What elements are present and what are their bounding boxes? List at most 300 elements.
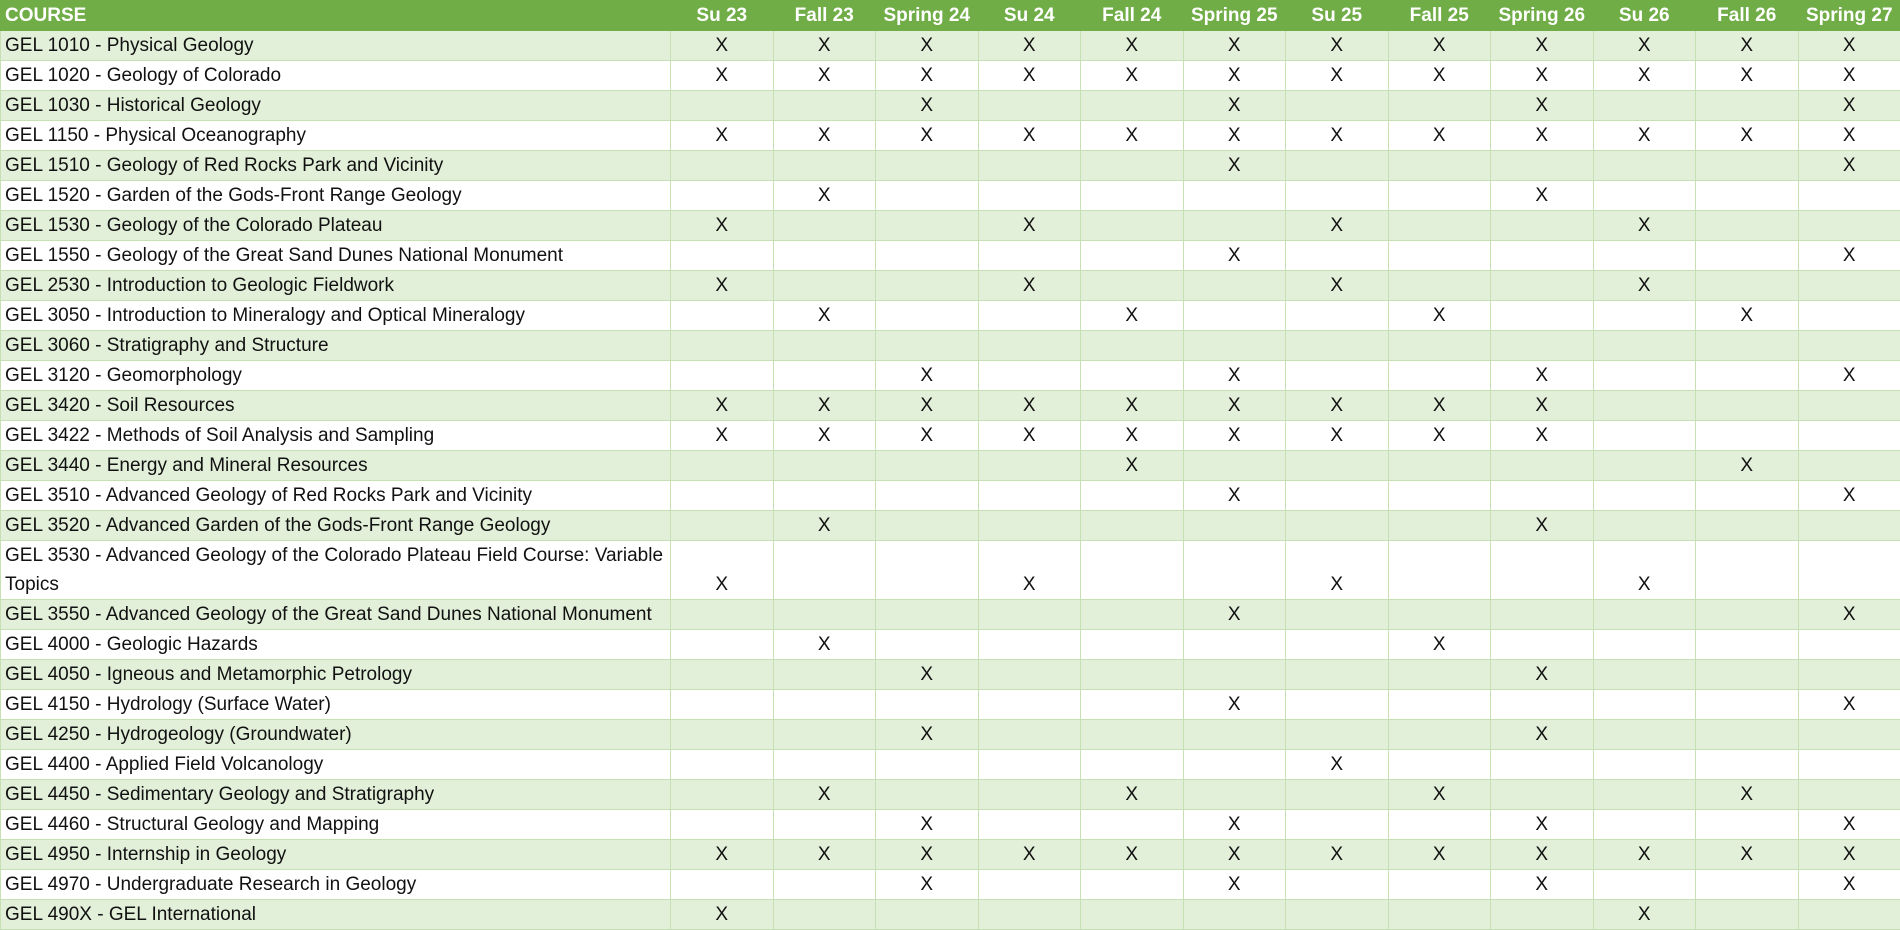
offering-cell[interactable] [876,241,979,271]
offering-cell[interactable]: X [1183,690,1286,720]
offering-cell[interactable] [773,810,876,840]
offering-cell[interactable]: X [1593,121,1696,151]
course-cell[interactable]: GEL 4970 - Undergraduate Research in Geology [1,870,671,900]
offering-cell[interactable] [1286,660,1389,690]
offering-cell[interactable]: X [978,391,1081,421]
offering-cell[interactable] [773,211,876,241]
offering-cell[interactable] [1286,690,1389,720]
offering-cell[interactable] [1388,870,1491,900]
offering-cell[interactable] [876,511,979,541]
offering-cell[interactable]: X [1798,241,1900,271]
offering-cell[interactable]: X [876,91,979,121]
offering-cell[interactable] [671,481,774,511]
course-cell[interactable]: GEL 4400 - Applied Field Volcanology [1,750,671,780]
offering-cell[interactable] [1286,630,1389,660]
offering-cell[interactable] [671,151,774,181]
offering-cell[interactable] [1593,780,1696,810]
course-cell[interactable]: GEL 4000 - Geologic Hazards [1,630,671,660]
offering-cell[interactable] [1388,361,1491,391]
offering-cell[interactable] [773,900,876,930]
offering-cell[interactable]: X [876,361,979,391]
offering-cell[interactable]: X [671,840,774,870]
offering-cell[interactable]: X [773,181,876,211]
offering-cell[interactable] [1593,660,1696,690]
offering-cell[interactable]: X [1696,780,1799,810]
offering-cell[interactable] [1081,91,1184,121]
course-cell[interactable]: GEL 3510 - Advanced Geology of Red Rocks Park and Vicinity [1,481,671,511]
offering-cell[interactable] [1081,271,1184,301]
column-header-term[interactable]: Fall 26 [1696,1,1799,31]
offering-cell[interactable] [978,481,1081,511]
offering-cell[interactable]: X [1286,31,1389,61]
offering-cell[interactable] [773,541,876,600]
offering-cell[interactable] [1696,481,1799,511]
offering-cell[interactable] [1593,151,1696,181]
column-header-course[interactable]: COURSE [1,1,671,31]
offering-cell[interactable] [876,630,979,660]
offering-cell[interactable] [773,750,876,780]
offering-cell[interactable] [1388,91,1491,121]
offering-cell[interactable] [773,660,876,690]
offering-cell[interactable] [1388,541,1491,600]
offering-cell[interactable] [1081,541,1184,600]
offering-cell[interactable] [1491,301,1594,331]
offering-cell[interactable]: X [1286,61,1389,91]
column-header-term[interactable]: Spring 25 [1183,1,1286,31]
offering-cell[interactable]: X [1081,451,1184,481]
column-header-term[interactable]: Su 24 [978,1,1081,31]
offering-cell[interactable]: X [876,61,979,91]
offering-cell[interactable]: X [876,720,979,750]
course-cell[interactable]: GEL 3550 - Advanced Geology of the Great Sand Dunes National Monument [1,600,671,630]
offering-cell[interactable] [1491,600,1594,630]
offering-cell[interactable]: X [1798,810,1900,840]
offering-cell[interactable] [978,600,1081,630]
offering-cell[interactable] [1696,720,1799,750]
offering-cell[interactable]: X [876,121,979,151]
offering-cell[interactable]: X [671,61,774,91]
offering-cell[interactable]: X [1286,271,1389,301]
offering-cell[interactable] [876,600,979,630]
offering-cell[interactable] [1696,151,1799,181]
offering-cell[interactable] [876,331,979,361]
offering-cell[interactable] [978,630,1081,660]
offering-cell[interactable] [1388,900,1491,930]
offering-cell[interactable]: X [1183,481,1286,511]
offering-cell[interactable] [876,900,979,930]
offering-cell[interactable] [1286,780,1389,810]
offering-cell[interactable] [1183,660,1286,690]
offering-cell[interactable] [1081,361,1184,391]
offering-cell[interactable] [978,720,1081,750]
course-cell[interactable]: GEL 4250 - Hydrogeology (Groundwater) [1,720,671,750]
column-header-term[interactable]: Su 23 [671,1,774,31]
offering-cell[interactable]: X [1798,690,1900,720]
course-cell[interactable]: GEL 4050 - Igneous and Metamorphic Petrology [1,660,671,690]
offering-cell[interactable] [978,870,1081,900]
offering-cell[interactable] [1081,181,1184,211]
offering-cell[interactable] [978,660,1081,690]
offering-cell[interactable]: X [1491,810,1594,840]
offering-cell[interactable] [1081,241,1184,271]
offering-cell[interactable] [1593,451,1696,481]
offering-cell[interactable]: X [1183,151,1286,181]
course-cell[interactable]: GEL 1510 - Geology of Red Rocks Park and Vicinity [1,151,671,181]
offering-cell[interactable]: X [773,301,876,331]
offering-cell[interactable] [1696,241,1799,271]
offering-cell[interactable]: X [773,421,876,451]
offering-cell[interactable]: X [1798,870,1900,900]
offering-cell[interactable] [1491,750,1594,780]
offering-cell[interactable]: X [1081,121,1184,151]
offering-cell[interactable] [1696,331,1799,361]
offering-cell[interactable] [671,630,774,660]
offering-cell[interactable] [1798,451,1900,481]
offering-cell[interactable]: X [773,840,876,870]
offering-cell[interactable]: X [1286,750,1389,780]
offering-cell[interactable] [1183,720,1286,750]
offering-cell[interactable] [978,690,1081,720]
offering-cell[interactable]: X [1798,61,1900,91]
offering-cell[interactable]: X [773,391,876,421]
offering-cell[interactable] [1286,481,1389,511]
offering-cell[interactable] [1183,451,1286,481]
column-header-term[interactable]: Fall 25 [1388,1,1491,31]
offering-cell[interactable]: X [1081,391,1184,421]
course-cell[interactable]: GEL 1530 - Geology of the Colorado Plateau [1,211,671,241]
offering-cell[interactable] [978,181,1081,211]
offering-cell[interactable]: X [1491,870,1594,900]
offering-cell[interactable] [1491,690,1594,720]
offering-cell[interactable] [1696,361,1799,391]
offering-cell[interactable] [1593,91,1696,121]
offering-cell[interactable] [978,750,1081,780]
offering-cell[interactable]: X [1183,61,1286,91]
course-cell[interactable]: GEL 4460 - Structural Geology and Mapping [1,810,671,840]
course-cell[interactable]: GEL 3420 - Soil Resources [1,391,671,421]
offering-cell[interactable] [978,780,1081,810]
offering-cell[interactable] [1798,660,1900,690]
course-cell[interactable]: GEL 1520 - Garden of the Gods-Front Range Geology [1,181,671,211]
offering-cell[interactable]: X [1798,151,1900,181]
offering-cell[interactable] [1286,870,1389,900]
offering-cell[interactable] [1593,720,1696,750]
offering-cell[interactable]: X [1183,91,1286,121]
offering-cell[interactable] [1388,660,1491,690]
offering-cell[interactable]: X [1286,541,1389,600]
offering-cell[interactable] [773,600,876,630]
offering-cell[interactable] [773,451,876,481]
offering-cell[interactable] [876,301,979,331]
offering-cell[interactable] [1388,750,1491,780]
offering-cell[interactable] [1593,241,1696,271]
course-cell[interactable]: GEL 4450 - Sedimentary Geology and Stratigraphy [1,780,671,810]
offering-cell[interactable]: X [1183,421,1286,451]
offering-cell[interactable] [1593,391,1696,421]
offering-cell[interactable] [1286,720,1389,750]
offering-cell[interactable] [1081,481,1184,511]
offering-cell[interactable] [1388,331,1491,361]
course-cell[interactable]: GEL 3422 - Methods of Soil Analysis and Sampling [1,421,671,451]
offering-cell[interactable] [1798,391,1900,421]
offering-cell[interactable]: X [1593,840,1696,870]
offering-cell[interactable] [773,690,876,720]
offering-cell[interactable] [1183,181,1286,211]
offering-cell[interactable] [1593,870,1696,900]
offering-cell[interactable] [1081,331,1184,361]
offering-cell[interactable] [1696,271,1799,301]
offering-cell[interactable]: X [1491,91,1594,121]
offering-cell[interactable] [1593,181,1696,211]
offering-cell[interactable] [876,271,979,301]
offering-cell[interactable] [671,331,774,361]
offering-cell[interactable] [1388,810,1491,840]
offering-cell[interactable]: X [1183,241,1286,271]
offering-cell[interactable] [1798,301,1900,331]
course-cell[interactable]: GEL 490X - GEL International [1,900,671,930]
offering-cell[interactable] [1798,630,1900,660]
offering-cell[interactable] [1286,331,1389,361]
offering-cell[interactable] [1081,151,1184,181]
offering-cell[interactable]: X [1286,840,1389,870]
offering-cell[interactable] [671,810,774,840]
course-cell[interactable]: GEL 1020 - Geology of Colorado [1,61,671,91]
offering-cell[interactable] [1183,301,1286,331]
offering-cell[interactable] [1286,181,1389,211]
offering-cell[interactable] [1798,750,1900,780]
offering-cell[interactable]: X [978,840,1081,870]
offering-cell[interactable] [1388,241,1491,271]
offering-cell[interactable] [876,151,979,181]
offering-cell[interactable] [1696,750,1799,780]
offering-cell[interactable]: X [1081,421,1184,451]
offering-cell[interactable] [1491,451,1594,481]
offering-cell[interactable] [1081,211,1184,241]
offering-cell[interactable]: X [1593,61,1696,91]
offering-cell[interactable] [1491,900,1594,930]
offering-cell[interactable] [1696,810,1799,840]
offering-cell[interactable] [1491,541,1594,600]
offering-cell[interactable] [876,780,979,810]
offering-cell[interactable] [1696,541,1799,600]
offering-cell[interactable] [876,181,979,211]
offering-cell[interactable] [1696,181,1799,211]
offering-cell[interactable] [671,511,774,541]
offering-cell[interactable] [978,331,1081,361]
offering-cell[interactable] [1696,690,1799,720]
offering-cell[interactable] [671,241,774,271]
offering-cell[interactable]: X [876,31,979,61]
offering-cell[interactable] [671,750,774,780]
offering-cell[interactable]: X [1696,840,1799,870]
offering-cell[interactable]: X [876,391,979,421]
offering-cell[interactable] [978,810,1081,840]
offering-cell[interactable] [1081,870,1184,900]
offering-cell[interactable] [1798,780,1900,810]
offering-cell[interactable] [876,690,979,720]
offering-cell[interactable]: X [671,391,774,421]
course-cell[interactable]: GEL 3060 - Stratigraphy and Structure [1,331,671,361]
offering-cell[interactable] [1286,301,1389,331]
offering-cell[interactable]: X [978,121,1081,151]
course-cell[interactable]: GEL 1030 - Historical Geology [1,91,671,121]
offering-cell[interactable]: X [1491,421,1594,451]
offering-cell[interactable] [1081,900,1184,930]
offering-cell[interactable] [1183,511,1286,541]
course-cell[interactable]: GEL 4950 - Internship in Geology [1,840,671,870]
offering-cell[interactable]: X [671,121,774,151]
offering-cell[interactable]: X [1286,391,1389,421]
offering-cell[interactable] [1798,541,1900,600]
offering-cell[interactable] [773,720,876,750]
offering-cell[interactable]: X [773,511,876,541]
offering-cell[interactable] [773,91,876,121]
offering-cell[interactable]: X [1491,181,1594,211]
offering-cell[interactable]: X [1183,600,1286,630]
offering-cell[interactable] [978,151,1081,181]
offering-cell[interactable] [1081,750,1184,780]
offering-cell[interactable]: X [1798,481,1900,511]
course-cell[interactable]: GEL 3050 - Introduction to Mineralogy and Optical Mineralogy [1,301,671,331]
offering-cell[interactable] [1696,391,1799,421]
offering-cell[interactable] [1491,241,1594,271]
offering-cell[interactable] [1388,600,1491,630]
offering-cell[interactable] [1593,600,1696,630]
offering-cell[interactable] [1696,91,1799,121]
offering-cell[interactable] [1081,720,1184,750]
offering-cell[interactable] [671,451,774,481]
offering-cell[interactable]: X [1183,31,1286,61]
offering-cell[interactable]: X [978,421,1081,451]
offering-cell[interactable]: X [1081,61,1184,91]
offering-cell[interactable]: X [1388,31,1491,61]
offering-cell[interactable]: X [773,780,876,810]
offering-cell[interactable] [1286,600,1389,630]
offering-cell[interactable]: X [1491,720,1594,750]
offering-cell[interactable]: X [1081,301,1184,331]
offering-cell[interactable] [1491,331,1594,361]
offering-cell[interactable]: X [1388,391,1491,421]
offering-cell[interactable]: X [1798,361,1900,391]
offering-cell[interactable]: X [773,121,876,151]
offering-cell[interactable] [1388,690,1491,720]
offering-cell[interactable]: X [671,421,774,451]
offering-cell[interactable] [876,451,979,481]
offering-cell[interactable]: X [1491,31,1594,61]
offering-cell[interactable]: X [1491,840,1594,870]
offering-cell[interactable]: X [1286,121,1389,151]
offering-cell[interactable] [1286,151,1389,181]
column-header-term[interactable]: Fall 23 [773,1,876,31]
offering-cell[interactable] [1388,181,1491,211]
course-cell[interactable]: GEL 3530 - Advanced Geology of the Colorado Plateau Field Course: Variable Topics [1,541,671,600]
offering-cell[interactable]: X [978,541,1081,600]
offering-cell[interactable] [1388,720,1491,750]
offering-cell[interactable] [1696,660,1799,690]
offering-cell[interactable] [1593,301,1696,331]
offering-cell[interactable] [671,660,774,690]
offering-cell[interactable] [773,481,876,511]
offering-cell[interactable] [978,301,1081,331]
offering-cell[interactable] [773,151,876,181]
offering-cell[interactable] [1183,780,1286,810]
offering-cell[interactable] [978,451,1081,481]
offering-cell[interactable] [1286,810,1389,840]
offering-cell[interactable] [1593,421,1696,451]
offering-cell[interactable]: X [1388,840,1491,870]
offering-cell[interactable] [1593,750,1696,780]
offering-cell[interactable]: X [1798,600,1900,630]
offering-cell[interactable] [1286,91,1389,121]
offering-cell[interactable]: X [978,31,1081,61]
offering-cell[interactable]: X [876,810,979,840]
course-cell[interactable]: GEL 1550 - Geology of the Great Sand Dunes National Monument [1,241,671,271]
offering-cell[interactable] [876,750,979,780]
offering-cell[interactable] [1286,241,1389,271]
offering-cell[interactable] [1593,361,1696,391]
offering-cell[interactable] [1286,900,1389,930]
offering-cell[interactable]: X [1593,541,1696,600]
offering-cell[interactable]: X [671,211,774,241]
offering-cell[interactable] [1696,900,1799,930]
offering-cell[interactable] [671,780,774,810]
offering-cell[interactable] [1388,481,1491,511]
offering-cell[interactable] [1491,630,1594,660]
offering-cell[interactable] [1798,421,1900,451]
offering-cell[interactable]: X [1183,810,1286,840]
offering-cell[interactable] [1798,271,1900,301]
offering-cell[interactable]: X [1388,61,1491,91]
offering-cell[interactable]: X [1183,391,1286,421]
offering-cell[interactable] [1593,630,1696,660]
offering-cell[interactable]: X [978,61,1081,91]
offering-cell[interactable] [1183,630,1286,660]
offering-cell[interactable] [773,271,876,301]
offering-cell[interactable] [1798,900,1900,930]
offering-cell[interactable]: X [773,61,876,91]
offering-cell[interactable]: X [1183,121,1286,151]
offering-cell[interactable]: X [1388,421,1491,451]
offering-cell[interactable]: X [671,541,774,600]
offering-cell[interactable]: X [1798,121,1900,151]
offering-cell[interactable] [876,211,979,241]
offering-cell[interactable] [978,241,1081,271]
offering-cell[interactable] [876,541,979,600]
offering-cell[interactable]: X [978,271,1081,301]
offering-cell[interactable] [1491,151,1594,181]
offering-cell[interactable] [671,600,774,630]
offering-cell[interactable] [1183,750,1286,780]
offering-cell[interactable]: X [1491,121,1594,151]
offering-cell[interactable] [773,241,876,271]
offering-cell[interactable] [1696,211,1799,241]
offering-cell[interactable] [1388,271,1491,301]
offering-cell[interactable]: X [1593,31,1696,61]
offering-cell[interactable]: X [876,660,979,690]
offering-cell[interactable] [1696,511,1799,541]
offering-cell[interactable]: X [671,31,774,61]
offering-cell[interactable] [1491,211,1594,241]
offering-cell[interactable] [1593,331,1696,361]
offering-cell[interactable]: X [876,421,979,451]
offering-cell[interactable]: X [1491,391,1594,421]
offering-cell[interactable] [1491,271,1594,301]
offering-cell[interactable]: X [1183,840,1286,870]
offering-cell[interactable] [671,870,774,900]
course-cell[interactable]: GEL 3440 - Energy and Mineral Resources [1,451,671,481]
offering-cell[interactable] [1388,151,1491,181]
offering-cell[interactable]: X [1491,61,1594,91]
